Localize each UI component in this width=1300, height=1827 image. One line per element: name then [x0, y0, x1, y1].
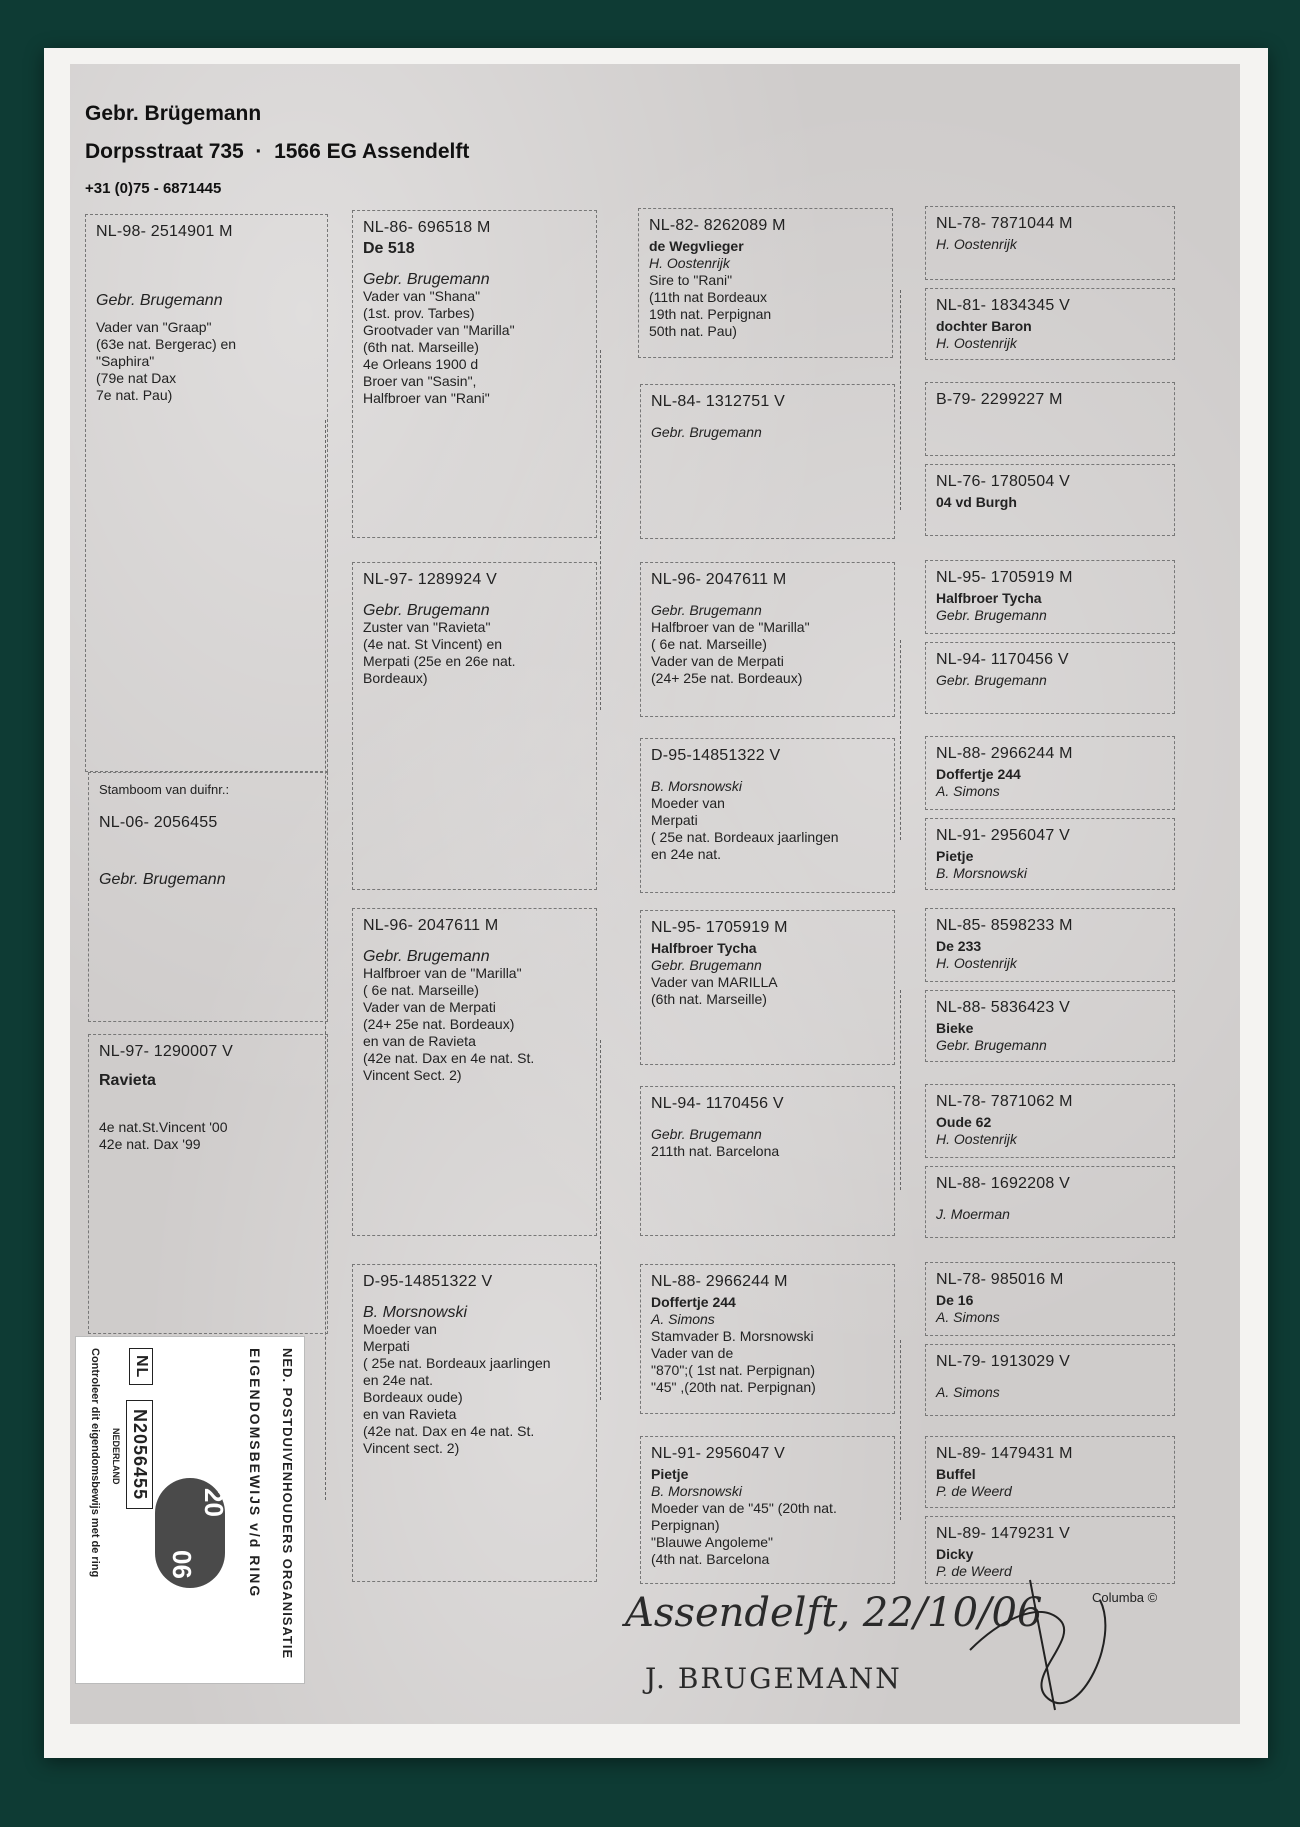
gen3-box: [640, 910, 895, 1065]
gen4-owner: H. Oostenrijk: [936, 236, 1017, 252]
certificate-instruction: Controleer dit eigendomsbewijs met de ring: [89, 1348, 101, 1578]
gen4-name: De 16: [936, 1292, 974, 1308]
signature-name: J. BRUGEMANN: [645, 1662, 902, 1695]
certificate-org: NED. POSTDUIVENHOUDERS ORGANISATIE: [280, 1348, 295, 1660]
subject-box: [88, 772, 328, 1022]
gen4-ring: NL-81- 1834345 V: [936, 297, 1070, 314]
connector-line: [900, 290, 901, 510]
gen2-owner: Gebr. Brugemann: [363, 948, 490, 965]
gen2-note: Halfbroer van de "Marilla" ( 6e nat. Marseille) Vader van de Merpati (24+ 25e nat. Bordeaux) en van de Ravieta (42e nat. Dax en 4e nat. St. Vincent Sect. 2): [363, 965, 535, 1083]
mother-ring: NL-97- 1290007 V: [99, 1043, 233, 1060]
gen4-box: [925, 818, 1175, 890]
gen3-ring: NL-82- 8262089 M: [649, 217, 786, 234]
mother-note: 4e nat.St.Vincent '00 42e nat. Dax '99: [99, 1119, 228, 1152]
gen3-owner: Gebr. Brugemann: [651, 424, 762, 440]
gen4-ring: NL-85- 8598233 M: [936, 917, 1073, 934]
gen3-note: Stamvader B. Morsnowski Vader van de "870";( 1st nat. Perpignan) "45" ,(20th nat. Perpignan): [651, 1328, 816, 1395]
gen4-owner: A. Simons: [936, 1309, 1000, 1325]
connector-line: [600, 1040, 601, 1400]
gen4-name: Oude 62: [936, 1114, 992, 1130]
gen4-ring: NL-88- 5836423 V: [936, 999, 1070, 1016]
gen2-owner: Gebr. Brugemann: [363, 602, 490, 619]
signature-place-date: Assendelft, 22/10/06: [625, 1590, 1043, 1636]
gen4-box: [925, 1344, 1175, 1416]
certificate-country-code: NL: [129, 1348, 153, 1385]
gen2-box: [352, 908, 597, 1236]
gen3-note: 211th nat. Barcelona: [651, 1143, 780, 1159]
gen3-owner: Gebr. Brugemann: [651, 1126, 762, 1142]
copyright-label: Columba ©: [1092, 1590, 1158, 1605]
mother-box: [88, 1034, 328, 1334]
gen3-ring: NL-91- 2956047 V: [651, 1445, 785, 1462]
connector-line: [600, 350, 601, 710]
gen4-box: [925, 736, 1175, 810]
gen4-owner: J. Moerman: [936, 1206, 1010, 1222]
certificate-number: N2056455: [126, 1400, 153, 1509]
gen4-box: [925, 1436, 1175, 1508]
gen3-box: [638, 208, 893, 358]
gen3-box: [640, 384, 895, 539]
gen4-ring: B-79- 2299227 M: [936, 391, 1063, 408]
certificate-year-right: 06: [167, 1550, 197, 1579]
gen3-owner: B. Morsnowski: [651, 778, 743, 794]
gen3-ring: NL-95- 1705919 M: [651, 919, 788, 936]
gen4-name: Pietje: [936, 848, 974, 864]
gen4-ring: NL-94- 1170456 V: [936, 651, 1069, 668]
gen2-note: Zuster van "Ravieta" (4e nat. St Vincent) en Merpati (25e en 26e nat. Bordeaux): [363, 619, 516, 686]
gen4-ring: NL-78- 7871062 M: [936, 1093, 1073, 1110]
gen4-box: [925, 990, 1175, 1062]
connector-line: [900, 990, 901, 1190]
signature-scribble: [960, 1560, 1140, 1720]
gen3-note: Sire to "Rani" (11th nat Bordeaux 19th nat. Perpignan 50th nat. Pau): [649, 272, 772, 339]
gen4-name: Halfbroer Tycha: [936, 590, 1042, 606]
gen4-name: dochter Baron: [936, 318, 1032, 334]
gen4-name: Buffel: [936, 1466, 976, 1482]
ownership-certificate: [75, 1336, 305, 1684]
gen4-ring: NL-88- 1692208 V: [936, 1175, 1070, 1192]
gen4-owner: P. de Weerd: [936, 1483, 1012, 1499]
gen4-box: [925, 288, 1175, 360]
gen4-box: [925, 464, 1175, 536]
gen3-owner: Gebr. Brugemann: [651, 602, 762, 618]
gen2-ring: D-95-14851322 V: [363, 1273, 493, 1290]
gen4-box: [925, 1166, 1175, 1238]
gen4-owner: B. Morsnowski: [936, 865, 1028, 881]
gen3-name: Doffertje 244: [651, 1294, 736, 1310]
gen2-box: [352, 210, 597, 538]
father-owner: Gebr. Brugemann: [96, 292, 223, 309]
gen4-box: [925, 382, 1175, 456]
gen4-owner: H. Oostenrijk: [936, 955, 1017, 971]
gen4-name: De 233: [936, 938, 982, 954]
gen3-owner: Gebr. Brugemann: [651, 957, 762, 973]
gen3-ring: NL-88- 2966244 M: [651, 1273, 788, 1290]
gen3-note: Moeder van de "45" (20th nat. Perpignan) "Blauwe Angoleme" (4th nat. Barcelona: [651, 1500, 837, 1567]
gen3-box: [640, 1436, 895, 1584]
gen4-ring: NL-76- 1780504 V: [936, 473, 1070, 490]
gen3-note: Vader van MARILLA (6th nat. Marseille): [651, 974, 778, 1007]
gen4-owner: A. Simons: [936, 783, 1000, 799]
gen4-box: [925, 642, 1175, 714]
father-note: Vader van "Graap" (63e nat. Bergerac) en "Saphira" (79e nat Dax 7e nat. Pau): [96, 319, 237, 403]
gen2-box: [352, 562, 597, 890]
breeder-phone: +31 (0)75 - 6871445: [85, 180, 222, 197]
gen4-name: 04 vd Burgh: [936, 494, 1017, 510]
gen3-box: [640, 738, 895, 893]
gen2-owner: B. Morsnowski: [363, 1304, 468, 1321]
gen3-ring: NL-96- 2047611 M: [651, 571, 787, 588]
father-ring: NL-98- 2514901 M: [96, 223, 233, 240]
gen4-owner: Gebr. Brugemann: [936, 672, 1047, 688]
certificate-country: NEDERLAND: [111, 1428, 121, 1485]
mother-name: Ravieta: [99, 1072, 156, 1089]
gen3-box: [640, 562, 895, 717]
gen2-name: De 518: [363, 240, 415, 257]
gen4-ring: NL-89- 1479431 M: [936, 1445, 1073, 1462]
gen4-owner: H. Oostenrijk: [936, 1131, 1017, 1147]
connector-line: [900, 1340, 901, 1520]
gen4-owner: H. Oostenrijk: [936, 335, 1017, 351]
gen3-ring: NL-84- 1312751 V: [651, 393, 785, 410]
gen3-owner: B. Morsnowski: [651, 1483, 743, 1499]
gen3-name: de Wegvlieger: [649, 238, 744, 254]
gen4-ring: NL-88- 2966244 M: [936, 745, 1073, 762]
gen2-note: Vader van "Shana" (1st. prov. Tarbes) Grootvader van "Marilla" (6th nat. Marseille) 4e Orleans 1900 d Broer van "Sasin", Halfbroer van "Rani": [363, 288, 515, 406]
breeder-address: Dorpsstraat 735 · 1566 EG Assendelft: [85, 140, 470, 163]
gen4-box: [925, 1084, 1175, 1158]
gen4-box: [925, 1262, 1175, 1336]
gen3-owner: H. Oostenrijk: [649, 255, 730, 271]
gen2-note: Moeder van Merpati ( 25e nat. Bordeaux jaarlingen en 24e nat. Bordeaux oude) en van Ravieta (42e nat. Dax en 4e nat. St. Vincent sect. 2): [363, 1321, 551, 1456]
subject-ring: NL-06- 2056455: [99, 814, 218, 831]
gen3-ring: D-95-14851322 V: [651, 747, 781, 764]
gen4-ring: NL-79- 1913029 V: [936, 1353, 1070, 1370]
breeder-name: Gebr. Brügemann: [85, 102, 262, 125]
gen3-name: Pietje: [651, 1466, 689, 1482]
subject-caption: Stamboom van duifnr.:: [99, 782, 230, 797]
gen3-name: Halfbroer Tycha: [651, 940, 757, 956]
gen4-box: [925, 206, 1175, 280]
gen3-owner: A. Simons: [651, 1311, 715, 1327]
gen4-name: Dicky: [936, 1546, 974, 1562]
gen4-ring: NL-78- 985016 M: [936, 1271, 1064, 1288]
gen4-ring: NL-89- 1479231 V: [936, 1525, 1070, 1542]
gen3-ring: NL-94- 1170456 V: [651, 1095, 784, 1112]
gen2-owner: Gebr. Brugemann: [363, 271, 490, 288]
gen4-owner: Gebr. Brugemann: [936, 607, 1047, 623]
gen4-box: [925, 908, 1175, 982]
gen3-box: [640, 1086, 895, 1236]
gen4-owner: A. Simons: [936, 1384, 1000, 1400]
connector-line: [900, 640, 901, 840]
gen4-name: Bieke: [936, 1020, 974, 1036]
gen3-box: [640, 1264, 895, 1414]
gen2-box: [352, 1264, 597, 1582]
subject-owner: Gebr. Brugemann: [99, 871, 226, 888]
gen2-ring: NL-86- 696518 M: [363, 219, 491, 236]
gen4-owner: P. de Weerd: [936, 1563, 1012, 1579]
gen3-note: Moeder van Merpati ( 25e nat. Bordeaux jaarlingen en 24e nat.: [651, 795, 839, 862]
gen4-ring: NL-91- 2956047 V: [936, 827, 1070, 844]
gen4-name: Doffertje 244: [936, 766, 1021, 782]
gen4-ring: NL-95- 1705919 M: [936, 569, 1073, 586]
gen2-ring: NL-96- 2047611 M: [363, 917, 499, 934]
certificate-title: EIGENDOMSBEWIJS v/d RING: [247, 1348, 263, 1599]
gen4-box: [925, 560, 1175, 634]
certificate-year-left: 20: [199, 1488, 229, 1517]
gen4-ring: NL-78- 7871044 M: [936, 215, 1073, 232]
gen2-ring: NL-97- 1289924 V: [363, 571, 497, 588]
gen3-note: Halfbroer van de "Marilla" ( 6e nat. Marseille) Vader van de Merpati (24+ 25e nat. Bordeaux): [651, 619, 810, 686]
gen4-owner: Gebr. Brugemann: [936, 1037, 1047, 1053]
father-box: [85, 214, 328, 772]
